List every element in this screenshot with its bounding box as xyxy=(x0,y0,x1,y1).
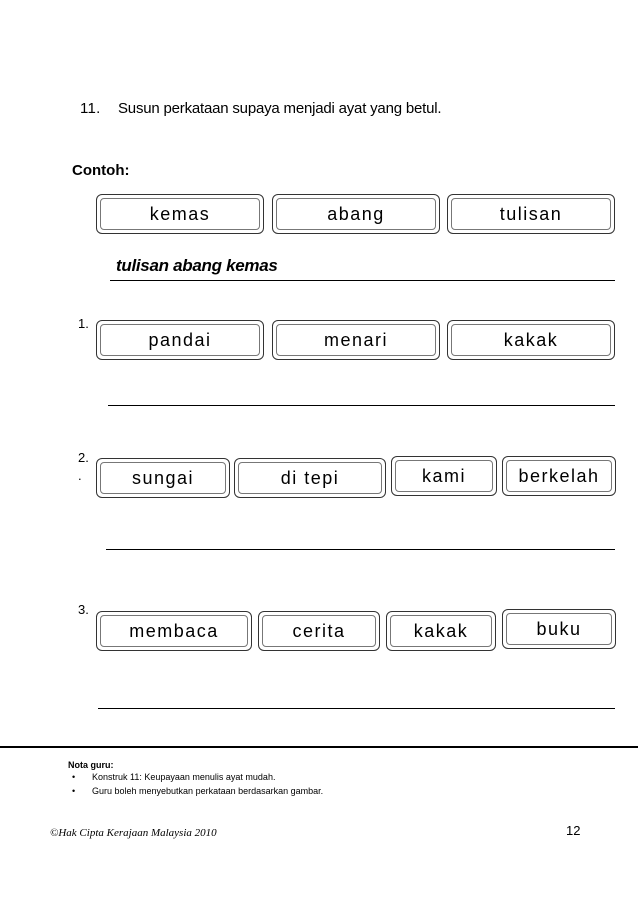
word-text: menari xyxy=(323,329,389,350)
word-text: pandai xyxy=(148,329,212,350)
example-answer: tulisan abang kemas xyxy=(116,256,278,275)
word-text: di tepi xyxy=(280,467,340,488)
word-card xyxy=(96,458,230,498)
question-number: 3. xyxy=(78,602,89,617)
question-number: 1. xyxy=(78,316,89,331)
word-text: kakak xyxy=(503,329,559,350)
teacher-note-title: Nota guru: xyxy=(68,760,114,770)
example-answer-line xyxy=(110,280,615,281)
word-text: kakak xyxy=(413,620,469,641)
word-card xyxy=(386,611,496,651)
word-text: kemas xyxy=(149,203,211,224)
example-word-card xyxy=(272,194,440,234)
page-number: 12 xyxy=(566,823,581,838)
word-text: buku xyxy=(536,618,582,639)
answer-line xyxy=(108,405,615,406)
word-card xyxy=(258,611,380,651)
instruction-number: 11. xyxy=(80,100,101,117)
answer-line xyxy=(98,708,615,709)
word-card xyxy=(272,320,440,360)
word-text: tulisan xyxy=(499,203,563,224)
word-card xyxy=(234,458,386,498)
word-card xyxy=(391,456,497,496)
word-card xyxy=(502,609,616,649)
teacher-note-list xyxy=(68,770,323,798)
word-card xyxy=(502,456,616,496)
word-text: berkelah xyxy=(518,465,600,486)
example-word-card xyxy=(96,194,264,234)
example-word-card xyxy=(447,194,615,234)
teacher-note-item: • Guru boleh menyebutkan perkataan berdasarkan gambar. xyxy=(68,784,323,798)
word-text: cerita xyxy=(292,620,346,641)
question-mark: . xyxy=(78,468,82,483)
word-card xyxy=(96,320,264,360)
instruction-text: Susun perkataan supaya menjadi ayat yang betul. xyxy=(118,100,442,117)
word-card xyxy=(96,611,252,651)
question-number: 2. xyxy=(78,450,89,465)
teacher-note-item: • Konstruk 11: Keupayaan menulis ayat mudah. xyxy=(68,770,323,784)
word-text: kami xyxy=(421,465,466,486)
answer-line xyxy=(106,549,615,550)
section-divider xyxy=(0,746,638,748)
word-card xyxy=(447,320,615,360)
word-text: sungai xyxy=(131,467,195,488)
copyright-footer: ©Hak Cipta Kerajaan Malaysia 2010 xyxy=(50,827,217,839)
example-label: Contoh: xyxy=(72,162,130,179)
word-text: membaca xyxy=(129,620,219,641)
word-text: abang xyxy=(327,203,385,224)
